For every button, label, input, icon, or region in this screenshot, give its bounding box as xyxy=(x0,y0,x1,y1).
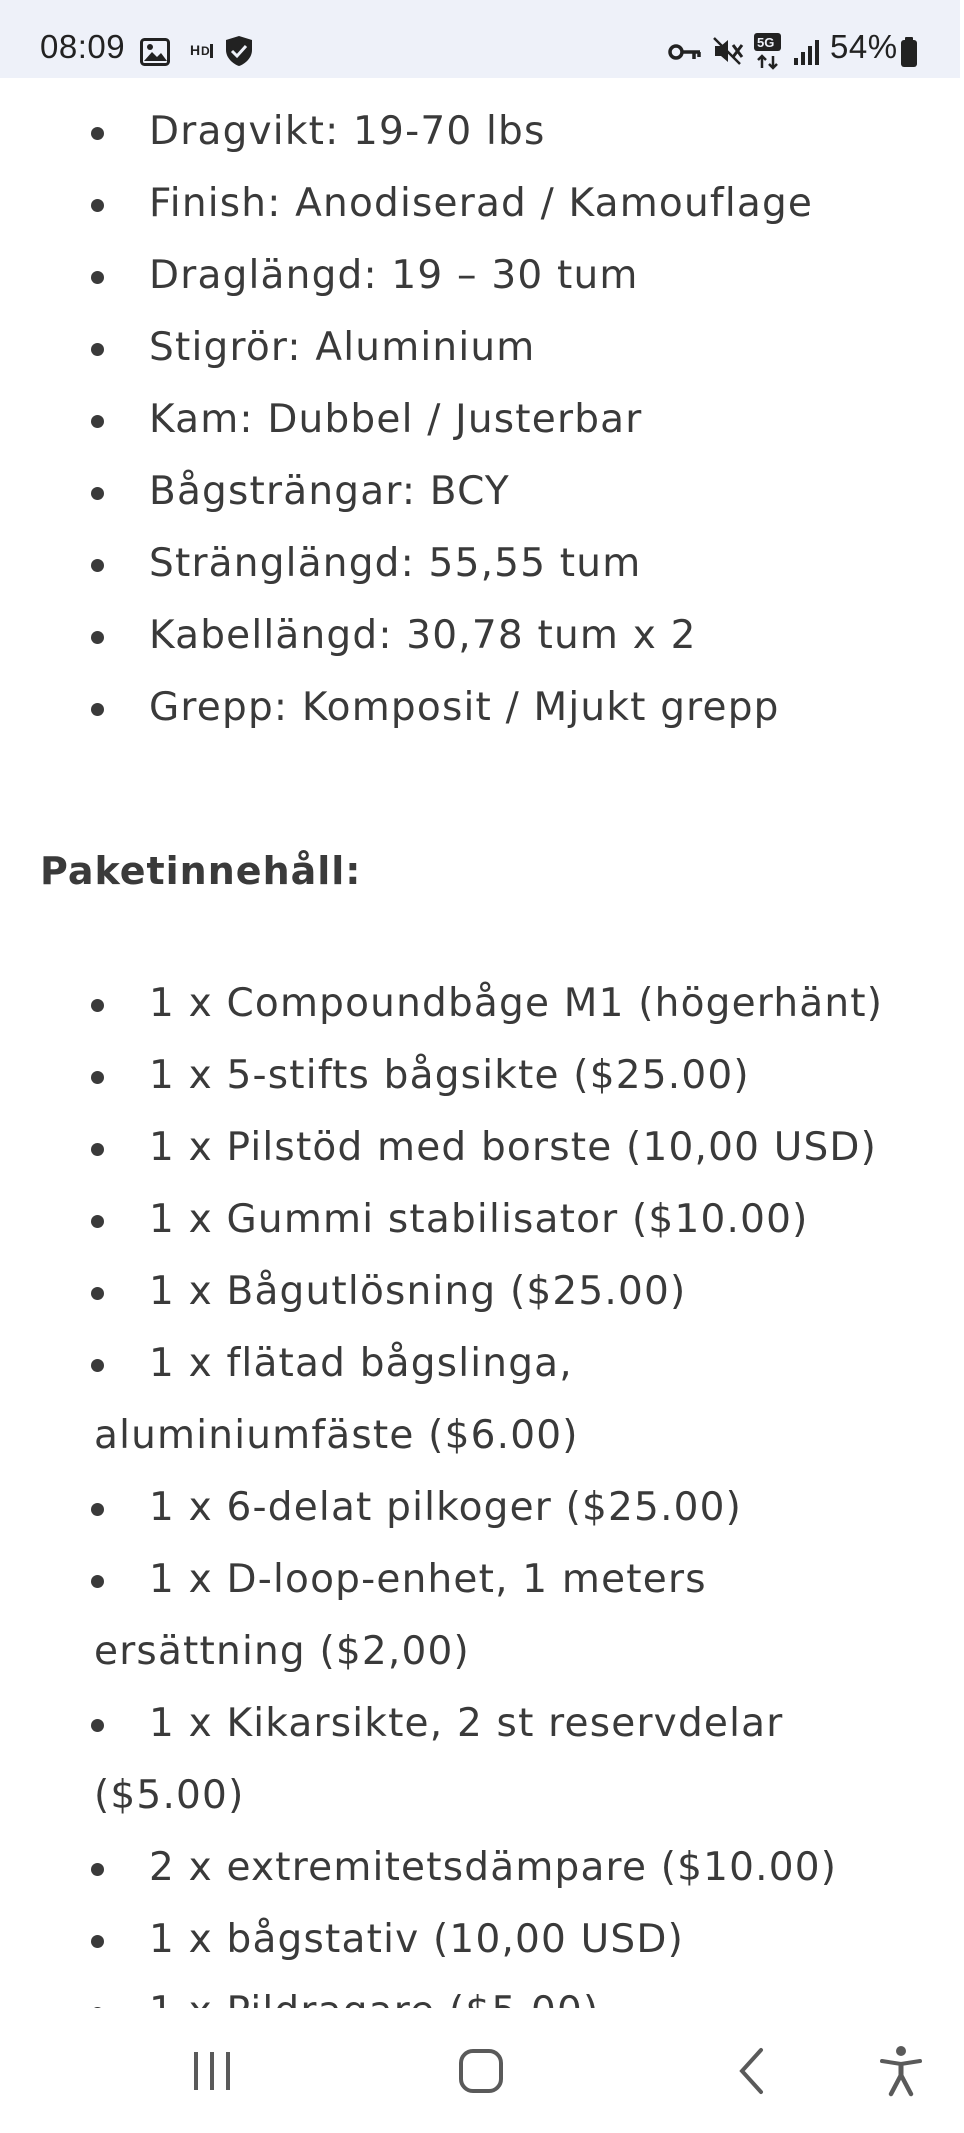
image-icon xyxy=(140,38,170,66)
bullet-icon xyxy=(91,1935,104,1948)
list-item: Kabellängd: 30,78 tum x 2 xyxy=(94,600,964,672)
svg-text:H: H xyxy=(190,42,201,58)
battery-icon xyxy=(900,36,918,68)
list-item: 1 x flätad bågslinga, xyxy=(94,1328,964,1400)
page-content[interactable] xyxy=(0,78,960,2008)
svg-text:D: D xyxy=(201,44,210,58)
spec-list xyxy=(0,96,964,744)
bullet-icon xyxy=(91,343,104,356)
list-item: 1 x 5-stifts bågsikte ($25.00) xyxy=(94,1040,964,1112)
list-item: Dragvikt: 19-70 lbs xyxy=(94,96,964,168)
back-icon xyxy=(735,2047,767,2095)
network-type: 5G xyxy=(757,35,775,50)
status-time: 08:09 xyxy=(40,28,126,65)
bullet-icon xyxy=(91,1359,104,1372)
bullet-icon xyxy=(91,1575,104,1588)
list-item: 1 x Compoundbåge M1 (högerhänt) xyxy=(94,968,964,1040)
list-item: 1 x D-loop-enhet, 1 meters xyxy=(94,1544,964,1616)
list-item: 1 x Gummi stabilisator ($10.00) xyxy=(94,1184,964,1256)
bullet-icon xyxy=(91,703,104,716)
list-item: 1 x Kikarsikte, 2 st reservdelar xyxy=(94,1688,964,1760)
bullet-icon xyxy=(91,271,104,284)
list-item: Draglängd: 19 – 30 tum xyxy=(94,240,964,312)
list-item-continuation: aluminiumfäste ($6.00) xyxy=(94,1413,579,1458)
list-item: 2 x extremitetsdämpare ($10.00) xyxy=(94,1832,964,1904)
list-item: 1 x 6-delat pilkoger ($25.00) xyxy=(94,1472,964,1544)
vpn-key-icon xyxy=(668,42,702,62)
navigation-bar xyxy=(0,2008,960,2133)
bullet-icon xyxy=(91,1071,104,1084)
5g-icon xyxy=(753,32,783,70)
list-item-continuation: ersättning ($2,00) xyxy=(94,1629,470,1674)
bullet-icon xyxy=(91,1863,104,1876)
list-item-continuation: ($5.00) xyxy=(94,1773,245,1818)
verified-icon xyxy=(222,34,256,68)
bullet-icon xyxy=(91,1215,104,1228)
bullet-icon xyxy=(91,999,104,1012)
list-item: Grepp: Komposit / Mjukt grepp xyxy=(94,672,964,744)
bullet-icon xyxy=(91,487,104,500)
bullet-icon xyxy=(91,1143,104,1156)
list-item: Bågsträngar: BCY xyxy=(94,456,964,528)
package-contents-heading: Paketinnehåll: xyxy=(40,849,362,893)
back-button[interactable] xyxy=(715,2038,787,2104)
bullet-icon xyxy=(91,127,104,140)
bullet-icon xyxy=(91,559,104,572)
bullet-icon xyxy=(91,1503,104,1516)
list-item: Stigrör: Aluminium xyxy=(94,312,964,384)
bullet-icon xyxy=(91,631,104,644)
list-item: 1 x Pilstöd med borste (10,00 USD) xyxy=(94,1112,964,1184)
bullet-icon xyxy=(91,199,104,212)
recent-apps-icon xyxy=(190,2050,234,2092)
home-button[interactable] xyxy=(445,2038,517,2104)
signal-icon xyxy=(792,38,822,66)
list-item: Finish: Anodiserad / Kamouflage xyxy=(94,168,964,240)
mute-icon xyxy=(712,36,744,66)
bullet-icon xyxy=(91,1287,104,1300)
battery-percentage: 54% xyxy=(830,28,898,65)
bullet-icon xyxy=(91,415,104,428)
bullet-icon xyxy=(91,1719,104,1732)
list-item: 1 x bågstativ (10,00 USD) xyxy=(94,1904,964,1976)
list-item: Kam: Dubbel / Justerbar xyxy=(94,384,964,456)
package-list xyxy=(0,968,964,2048)
hd-voice-icon xyxy=(190,40,218,64)
list-item: 1 x Bågutlösning ($25.00) xyxy=(94,1256,964,1328)
list-item: Stränglängd: 55,55 tum xyxy=(94,528,964,600)
accessibility-button[interactable] xyxy=(865,2038,937,2104)
accessibility-icon xyxy=(879,2045,923,2097)
recent-apps-button[interactable] xyxy=(176,2038,248,2104)
home-icon xyxy=(458,2048,504,2094)
status-bar xyxy=(0,0,960,78)
